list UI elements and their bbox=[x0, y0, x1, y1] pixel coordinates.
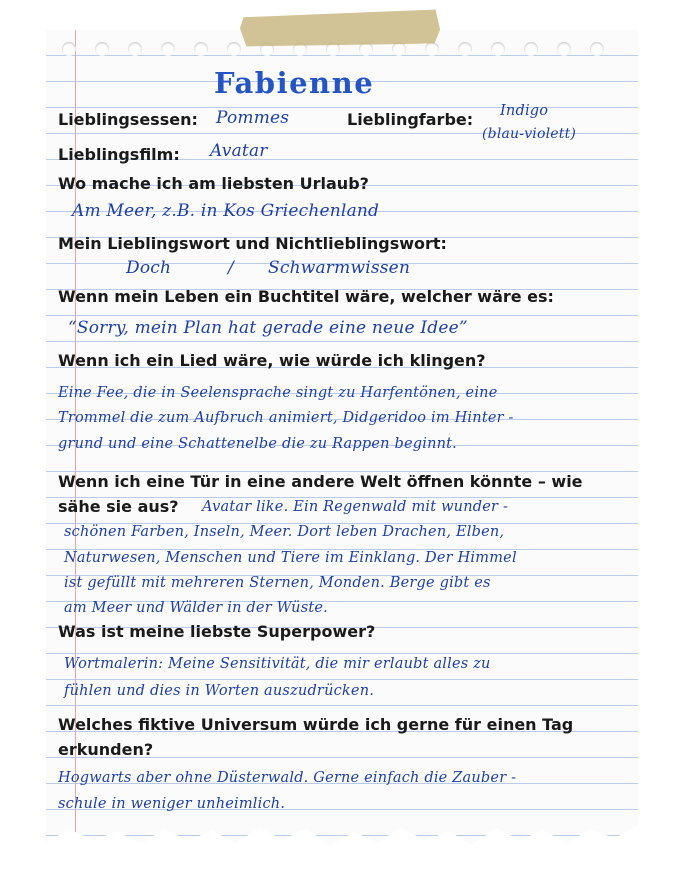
binder-hole bbox=[491, 42, 505, 56]
color-note: (blau-violett) bbox=[482, 126, 577, 142]
answer-universe-line: schule in weniger unheimlich. bbox=[58, 796, 286, 812]
food-label: Lieblingsessen: bbox=[58, 110, 198, 129]
answer-door-line: am Meer und Wälder in der Wüste. bbox=[64, 600, 328, 616]
binder-hole bbox=[425, 42, 439, 56]
answer-door-line: Naturwesen, Menschen und Tiere im Einklang. Der Himmel bbox=[64, 550, 517, 566]
food-value: Pommes bbox=[216, 108, 290, 128]
binder-hole bbox=[227, 42, 241, 56]
binder-hole bbox=[128, 42, 142, 56]
binder-hole bbox=[95, 42, 109, 56]
question-book: Wenn mein Leben ein Buchtitel wäre, welcher wäre es: bbox=[58, 287, 554, 306]
binder-hole bbox=[194, 42, 208, 56]
binder-hole bbox=[590, 42, 604, 56]
question-door-line: sähe sie aus? bbox=[58, 497, 179, 516]
film-value: Avatar bbox=[210, 141, 268, 161]
word-separator: / bbox=[228, 258, 234, 278]
masking-tape bbox=[240, 9, 441, 48]
answer-song-line: Trommel die zum Aufbruch animiert, Didgeridoo im Hinter - bbox=[58, 410, 514, 426]
question-door-line: Wenn ich eine Tür in eine andere Welt öffnen könnte – wie bbox=[58, 472, 583, 491]
answer-book: “Sorry, mein Plan hat gerade eine neue Idee” bbox=[68, 318, 468, 338]
answer-door-line: schönen Farben, Inseln, Meer. Dort leben Drachen, Elben, bbox=[64, 524, 505, 540]
least-favorite-word: Schwarmwissen bbox=[268, 258, 411, 278]
question-superpower: Was ist meine liebste Superpower? bbox=[58, 622, 376, 641]
film-label: Lieblingsfilm: bbox=[58, 145, 180, 164]
answer-superpower-line: Wortmalerin: Meine Sensitivität, die mir erlaubt alles zu bbox=[64, 656, 491, 672]
question-words: Mein Lieblingswort und Nichtlieblingswort: bbox=[58, 234, 447, 253]
color-label: Lieblingfarbe: bbox=[347, 110, 474, 129]
favorite-word: Doch bbox=[126, 258, 172, 278]
answer-song-line: grund und eine Schattenelbe die zu Rappen beginnt. bbox=[58, 436, 457, 452]
binder-hole bbox=[62, 42, 76, 56]
question-universe-line: erkunden? bbox=[58, 740, 154, 759]
answer-universe-line: Hogwarts aber ohne Düsterwald. Gerne einfach die Zauber - bbox=[58, 770, 517, 786]
question-song: Wenn ich ein Lied wäre, wie würde ich klingen? bbox=[58, 351, 486, 370]
question-vacation: Wo mache ich am liebsten Urlaub? bbox=[58, 174, 369, 193]
answer-superpower-line: fühlen und dies in Worten auszudrücken. bbox=[64, 683, 375, 699]
answer-vacation: Am Meer, z.B. in Kos Griechenland bbox=[72, 201, 380, 221]
binder-hole bbox=[557, 42, 571, 56]
binder-hole bbox=[458, 42, 472, 56]
answer-door-line: ist gefüllt mit mehreren Sternen, Monden. Berge gibt es bbox=[64, 575, 491, 591]
question-universe-line: Welches fiktive Universum würde ich gerne für einen Tag bbox=[58, 715, 574, 734]
binder-hole bbox=[161, 42, 175, 56]
name-heading: Fabienne bbox=[214, 66, 375, 100]
answer-door-line: Avatar like. Ein Regenwald mit wunder - bbox=[202, 499, 509, 515]
color-value: Indigo bbox=[500, 103, 549, 119]
answer-song-line: Eine Fee, die in Seelensprache singt zu Harfentönen, eine bbox=[58, 385, 498, 401]
binder-hole bbox=[524, 42, 538, 56]
